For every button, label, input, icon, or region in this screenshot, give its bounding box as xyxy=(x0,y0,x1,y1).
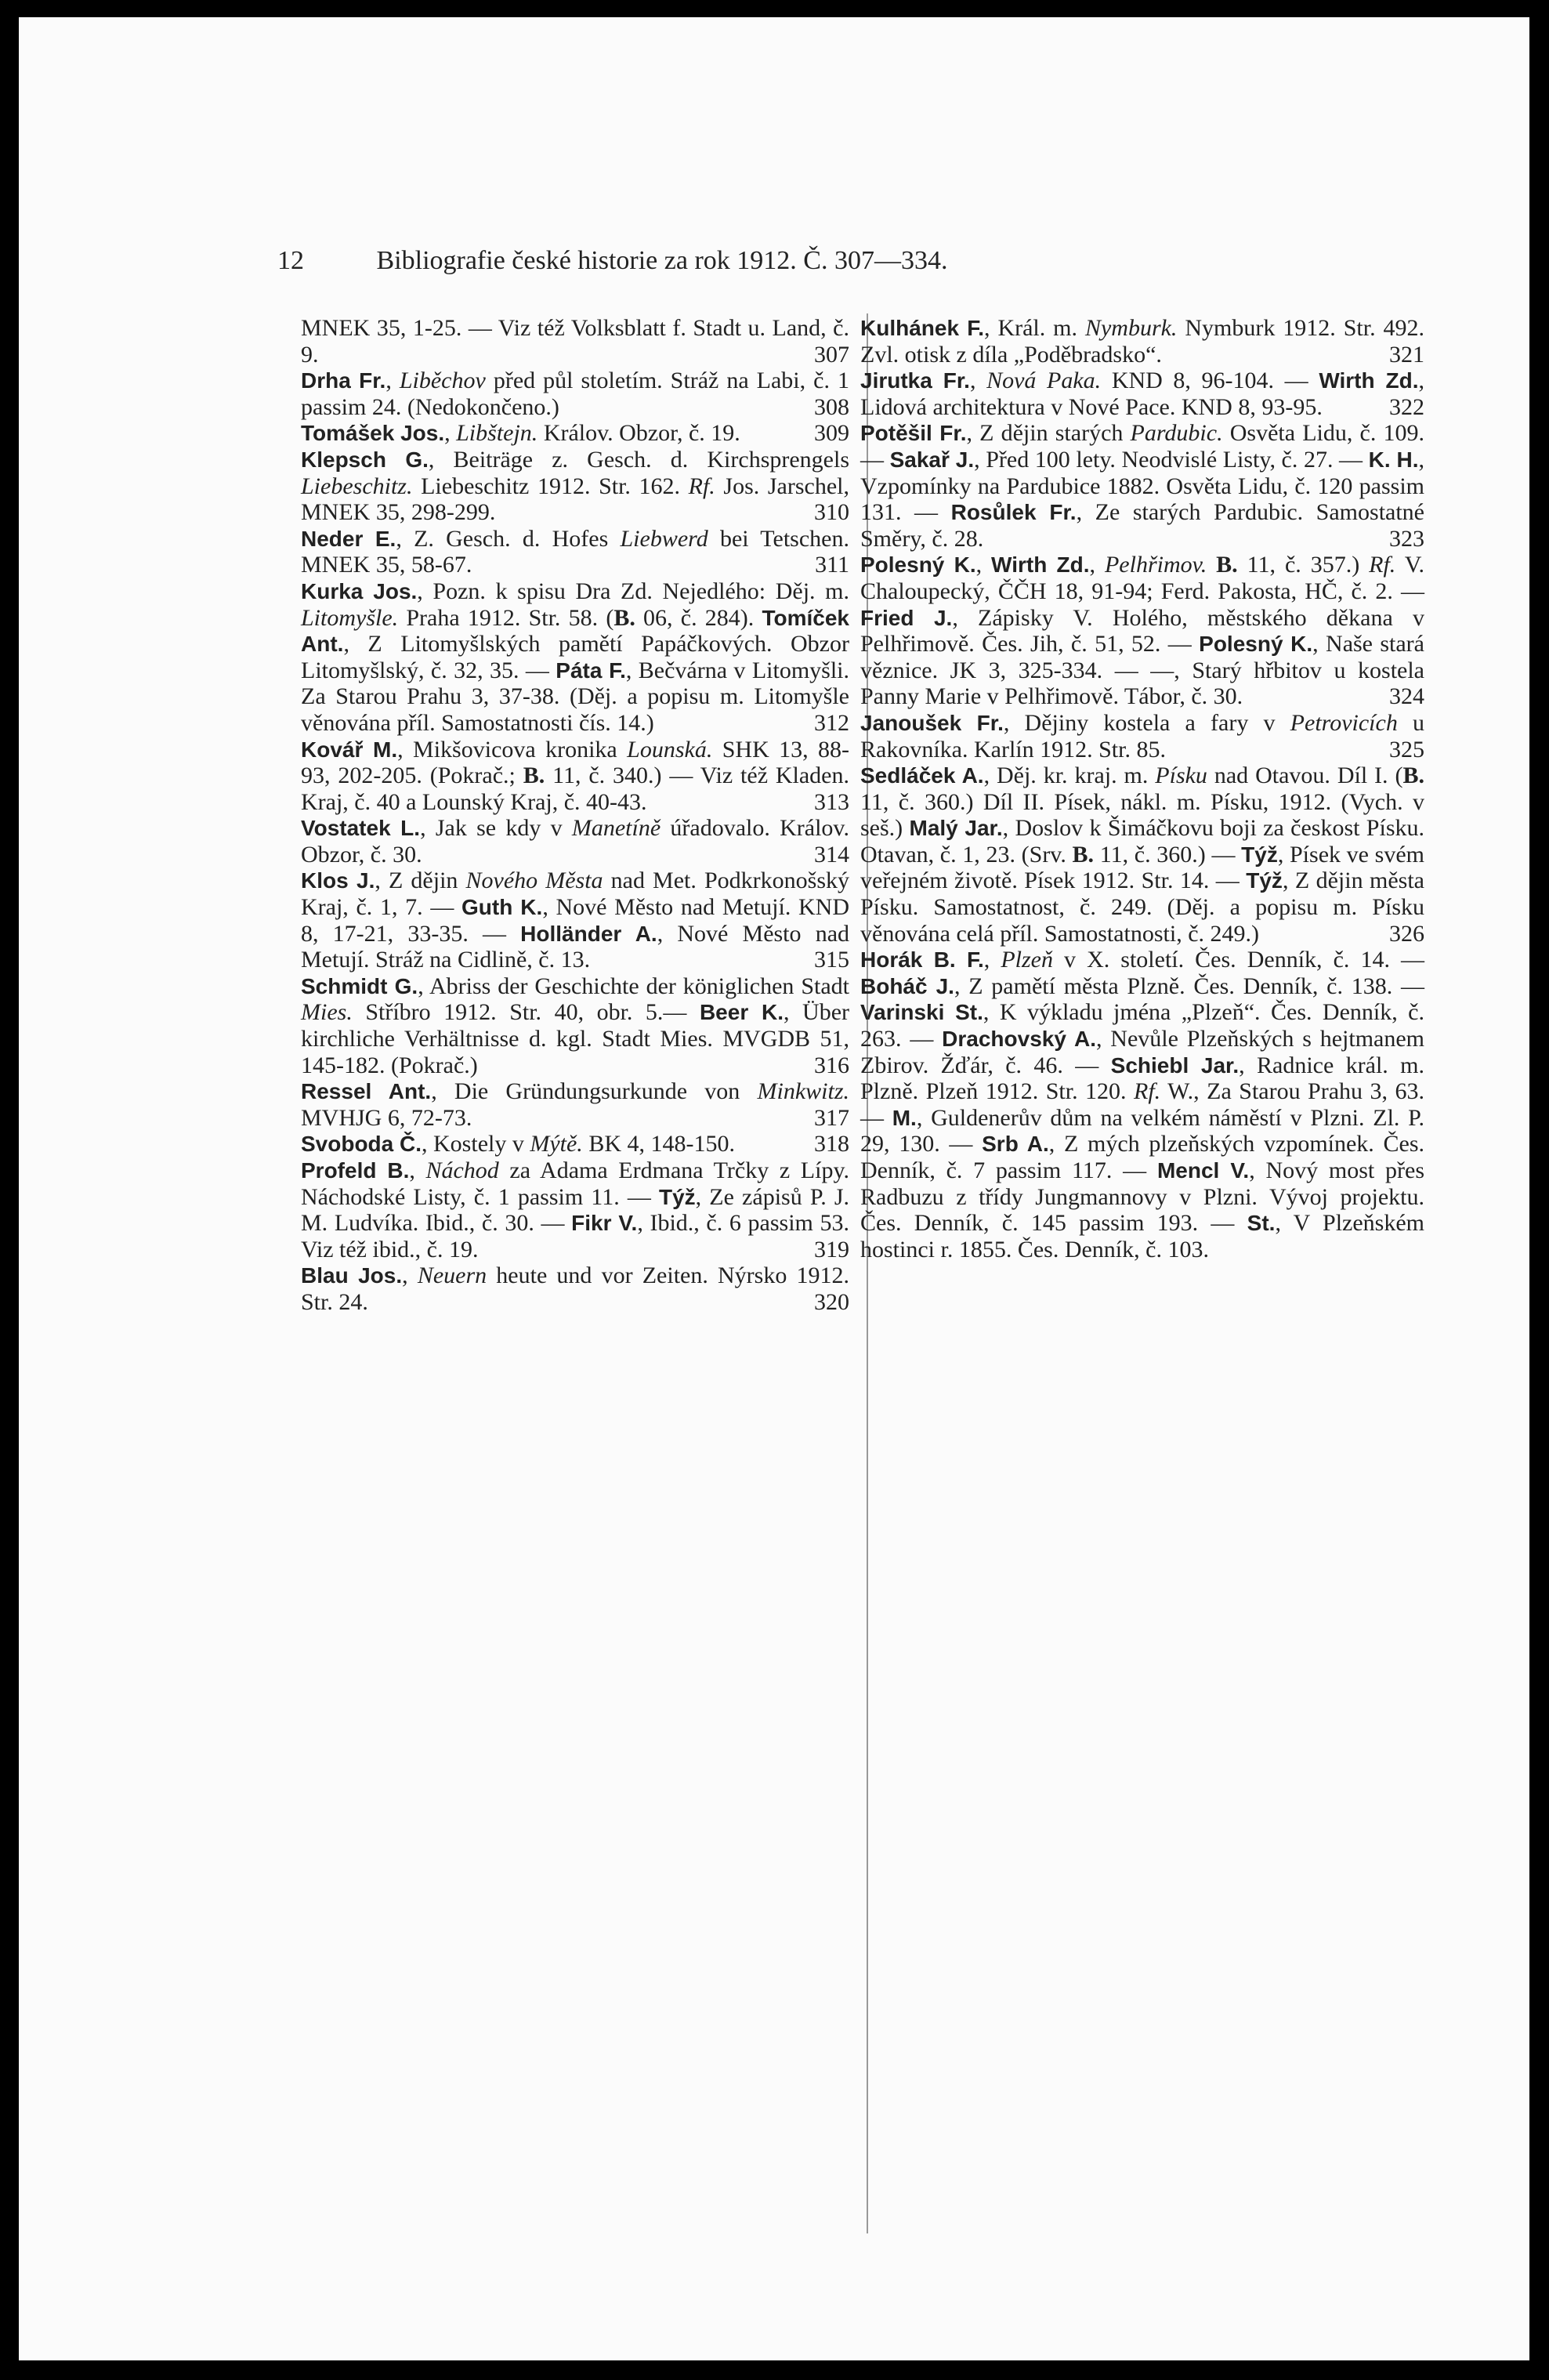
entry-text: Drha Fr., Liběchov před půl stoletím. Stráž na Labi, č. 1 passim 24. (Nedokončeno.) xyxy=(301,368,849,420)
entry-text: Vostatek L., Jak se kdy v Manetíně úřadovalo. Králov. Obzor, č. 30. xyxy=(301,815,849,868)
bibliography-entry xyxy=(301,447,849,526)
bibliography-entry xyxy=(301,420,849,447)
entry-number: 314 xyxy=(814,841,849,868)
scanned-page xyxy=(19,17,1529,2360)
entry-number: 319 xyxy=(814,1236,849,1262)
bibliography-entry xyxy=(301,973,849,1078)
entry-number: 322 xyxy=(1389,393,1424,420)
entry-text: Klos J., Z dějin Nového Města nad Met. Podkrkonošský Kraj, č. 1, 7. — Guth K., Nové Město nad Metují. KND 8, 17-21, 33-35. — Holländer A., Nové Město nad Metují. Stráž na Cidlině, č. 13. xyxy=(301,868,850,973)
entry-number: 316 xyxy=(814,1052,849,1078)
bibliography-entry xyxy=(301,578,849,737)
entry-number: 308 xyxy=(814,393,849,420)
entry-number: 315 xyxy=(814,947,849,973)
bibliography-entry xyxy=(860,947,1424,1262)
bibliography-entry xyxy=(301,1262,849,1315)
entry-text: Schmidt G., Abriss der Geschichte der königlichen Stadt Mies. Stříbro 1912. Str. 40, obr. 5.— Beer K., Über kirchliche Verhältnisse d. kgl. Stadt Mies. MVGDB 51, 145-182. (Pokrač.) xyxy=(301,973,850,1078)
entry-text: Polesný K., Wirth Zd., Pelhřimov. B. 11, č. 357.) Rf. V. Chaloupecký, ČČH 18, 91-94; Ferd. Pakosta, HČ, č. 2. — Fried J., Zápisky V. Holého, městského děkana v Pelhřimově. Čes. Jih, č. 51, 52. — Polesný K., Naše stará věznice. JK 3, 325-334. — —, Starý hřbitov u kostela Panny Marie v Pelhřimově. Tábor, č. 30. xyxy=(860,552,1424,710)
entry-number: 325 xyxy=(1389,736,1424,763)
entry-number: 312 xyxy=(814,709,849,736)
entry-text: Ressel Ant., Die Gründungsurkunde von Minkwitz. MVHJG 6, 72-73. xyxy=(301,1078,850,1131)
entry-text: Profeld B., Náchod za Adama Erdmana Trčky z Lípy. Náchodské Listy, č. 1 passim 11. — Týž, Ze zápisů P. J. M. Ludvíka. Ibid., č. 30. — Fikr V., Ibid., č. 6 passim 53. Viz též ibid., č. 19. xyxy=(301,1157,850,1262)
bibliography-entry xyxy=(860,315,1424,368)
entry-number: 321 xyxy=(1389,341,1424,368)
entry-text: Kurka Jos., Pozn. k spisu Dra Zd. Nejedlého: Děj. m. Litomyšle. Praha 1912. Str. 58. (B. 06, č. 284). Tomíček Ant., Z Litomyšlských pamětí Papáčkových. Obzor Litomyšlský, č. 32, 35. — Páta F., Bečvárna v Litomyšli. Za Starou Prahu 3, 37-38. (Děj. a popisu m. Litomyšle věnována příl. Samostatnosti čís. 14.) xyxy=(301,578,850,736)
entry-number: 311 xyxy=(815,552,849,578)
entry-text: Tomášek Jos., Libštejn. Králov. Obzor, č. 19. xyxy=(301,420,740,447)
entry-number: 310 xyxy=(814,499,849,526)
bibliography-entry xyxy=(301,1131,849,1157)
bibliography-entry xyxy=(301,815,849,868)
entry-text: Blau Jos., Neuern heute und vor Zeiten. Nýrsko 1912. Str. 24. xyxy=(301,1262,850,1315)
entry-number: 318 xyxy=(814,1131,849,1157)
entry-text: Janoušek Fr., Dějiny kostela a fary v Petrovicích u Rakovníka. Karlín 1912. Str. 85. xyxy=(860,709,1425,763)
entry-text: Kulhánek F., Král. m. Nymburk. Nymburk 1912. Str. 492. Zvl. otisk z díla „Poděbradsko“. xyxy=(860,315,1424,368)
entry-number: 324 xyxy=(1389,683,1424,710)
running-title: Bibliografie české historie za rok 1912. Č. 307—334. xyxy=(376,246,948,275)
entry-number: 326 xyxy=(1389,920,1424,947)
entry-text: Sedláček A., Děj. kr. kraj. m. Písku nad Otavou. Díl I. (B. 11, č. 360.) Díl II. Písek, nákl. m. Písku, 1912. (Vych. v seš.) Malý Jar., Doslov k Šimáčkovu boji za českost Písku. Otavan, č. 1, 23. (Srv. B. 11, č. 360.) — Týž, Písek ve svém veřejném životě. Písek 1912. Str. 14. — Týž, Z dějin města Písku. Samostatnost, č. 249. (Děj. a popisu m. Písku věnována celá příl. Samostatnosti, č. 249.) xyxy=(860,763,1425,947)
bibliography-entry xyxy=(301,868,849,973)
bibliography-entry xyxy=(301,737,849,816)
entry-number: 320 xyxy=(814,1288,849,1315)
entry-text: Klepsch G., Beiträge z. Gesch. d. Kirchsprengels Liebeschitz. Liebeschitz 1912. Str. 162. Rf. Jos. Jarschel, MNEK 35, 298-299. xyxy=(301,446,850,526)
running-header xyxy=(277,246,947,276)
left-column xyxy=(301,315,849,1316)
entry-number: 317 xyxy=(814,1104,849,1131)
entry-number: 323 xyxy=(1389,525,1424,552)
entry-text: Neder E., Z. Gesch. d. Hofes Liebwerd bei Tetschen. MNEK 35, 58-67. xyxy=(301,525,849,578)
bibliography-entry xyxy=(301,368,849,420)
bibliography-entry xyxy=(860,552,1424,710)
bibliography-entry xyxy=(860,710,1424,763)
entry-text: Svoboda Č., Kostely v Mýtě. BK 4, 148-150. xyxy=(301,1131,735,1157)
bibliography-entry xyxy=(301,315,849,368)
bibliography-entry xyxy=(301,1078,849,1131)
entry-number: 313 xyxy=(814,788,849,815)
bibliography-entry xyxy=(301,1157,849,1262)
bibliography-entry xyxy=(860,420,1424,552)
entry-text: MNEK 35, 1-25. — Viz též Volksblatt f. Stadt u. Land, č. 9. xyxy=(301,315,849,368)
entry-number: 309 xyxy=(814,420,849,447)
entry-text: Jirutka Fr., Nová Paka. KND 8, 96-104. — Wirth Zd., Lidová architektura v Nové Pace. KND 8, 93-95. xyxy=(860,368,1424,420)
bibliography-entry xyxy=(860,368,1424,420)
entry-text: Potěšil Fr., Z dějin starých Pardubic. Osvěta Lidu, č. 109. — Sakař J., Před 100 lety. Neodvislé Listy, č. 27. — K. H., Vzpomínky na Pardubice 1882. Osvěta Lidu, č. 120 passim 131. — Rosůlek Fr., Ze starých Pardubic. Samostatné Směry, č. 28. xyxy=(860,420,1424,552)
entry-number: 307 xyxy=(814,341,849,368)
bibliography-entry xyxy=(860,763,1424,947)
bibliography-entry xyxy=(301,526,849,578)
right-column xyxy=(860,315,1424,1262)
entry-text: Horák B. F., Plzeň v X. století. Čes. Denník, č. 14. — Boháč J., Z pamětí města Plzně. Čes. Denník, č. 138. — Varinski St., K výkladu jména „Plzeň“. Čes. Denník, č. 263. — Drachovský A., Nevůle Plzeňských s hejtmanem Zbirov. Žďár, č. 46. — Schiebl Jar., Radnice král. m. Plzně. Plzeň 1912. Str. 120. Rf. W., Za Starou Prahu 3, 63. — M., Guldenerův dům na velkém náměstí v Plzni. Zl. P. 29, 130. — Srb A., Z mých plzeňských vzpomínek. Čes. Denník, č. 7 passim 117. — Mencl V., Nový most přes Radbuzu z třídy Jungmannovy v Plzni. Vývoj projektu. Čes. Denník, č. 145 passim 193. — St., V Plzeňském hostinci r. 1855. Čes. Denník, č. 103. xyxy=(860,947,1425,1262)
entry-text: Kovář M., Mikšovicova kronika Lounská. SHK 13, 88-93, 202-205. (Pokrač.; B. 11, č. 340.) — Viz též Kladen. Kraj, č. 40 a Lounský Kraj, č. 40-43. xyxy=(301,736,850,815)
page-number: 12 xyxy=(277,246,304,275)
